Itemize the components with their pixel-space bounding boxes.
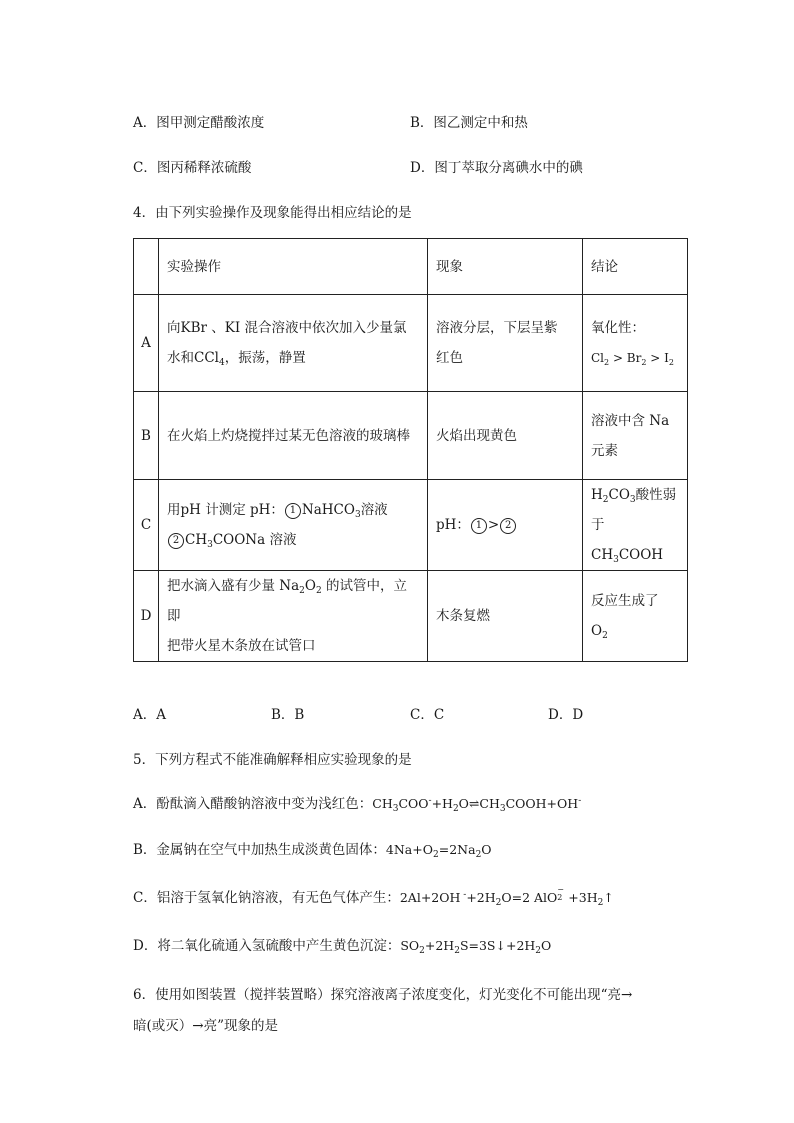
experiment-table <box>133 238 688 662</box>
q3-option-c: C．图丙稀释浓硫酸 <box>133 160 252 176</box>
q4-stem: 4．由下列实验操作及现象能得出相应结论的是 <box>133 205 412 221</box>
q4-answer-c: C．C <box>410 707 445 723</box>
q5-option-a: A．酚酞滴入醋酸钠溶液中变为浅红色：$CH_3COO^-+H_2O\rightleftharpoons CH_3COOH+OH^-$ <box>133 796 582 814</box>
q5-stem: 5．下列方程式不能准确解释相应实验现象的是 <box>133 752 412 768</box>
q5-option-c: C．铝溶于氢氧化钠溶液，有无色气体产生：2Al+2OH $^-+2H_2O=2$ AlO − 2 $+3H_2↑$ <box>133 885 614 908</box>
table-header-row <box>134 239 688 295</box>
operation-line: 向KBr 、KI 混合溶液中依次加入少量氯 <box>167 320 407 336</box>
q3-option-d: D．图丁萃取分离碘水中的碘 <box>410 160 583 176</box>
conclusion-cell: 反应生成了 $O_2$ <box>583 571 688 662</box>
q3-option-a: A．图甲测定醋酸浓度 <box>133 115 265 131</box>
header-operation: 实验操作 <box>159 239 428 295</box>
conclusion-cell: 溶液中含 Na 元素 <box>583 392 688 480</box>
row-label: D <box>134 571 159 662</box>
q5-option-b: B．金属钠在空气中加热生成淡黄色固体：$4Na+O_2=2Na_2O$ <box>133 842 492 860</box>
conclusion-cell: 氧化性： $Cl_2 > Br_2 > I_2$ <box>583 295 688 392</box>
operation-cell: 用pH 计测定 pH： 1 NaHCO$_3$溶液 2 $CH_3COONa$ 溶液 <box>159 480 428 571</box>
q5-option-d: D．将二氧化硫通入氢硫酸中产生黄色沉淀：$SO_2+2H_2S=3S↓+2H_2O$ <box>133 938 552 956</box>
header-phenomenon: 现象 <box>428 239 583 295</box>
phenomenon-cell: 溶液分层，下层呈紫 红色 <box>428 295 583 392</box>
conclusion-cell: $H_2CO_3$酸性弱 于 $CH_3COOH$ <box>583 480 688 571</box>
table-row-a <box>134 295 688 392</box>
q6-stem-line1: 6．使用如图装置（搅拌装置略）探究溶液离子浓度变化，灯光变化不可能出现“亮→ <box>133 987 633 1003</box>
q4-answer-d: D．D <box>548 707 584 723</box>
q4-answer-a: A．A <box>133 707 166 723</box>
table-row-b <box>134 392 688 480</box>
phenomenon-cell: 火焰出现黄色 <box>428 392 583 480</box>
circled-number: 2 <box>168 533 184 549</box>
row-label: B <box>134 392 159 480</box>
phenomenon-cell: pH： 1 > 2 <box>428 480 583 571</box>
row-label: C <box>134 480 159 571</box>
phenomenon-cell: 木条复燃 <box>428 571 583 662</box>
header-blank <box>134 239 159 295</box>
operation-cell: 在火焰上灼烧搅拌过某无色溶液的玻璃棒 <box>159 392 428 480</box>
circled-number: 1 <box>285 503 301 519</box>
oxidation-comparison: $Cl_2 > Br_2 > I_2$ <box>591 351 674 367</box>
circled-number: 2 <box>500 518 516 534</box>
operation-cell <box>159 295 428 392</box>
operation-line: 水和CCl$_4$，振荡，静置 <box>167 350 306 368</box>
q4-answer-b: B．B <box>271 707 305 723</box>
q6-stem-line2: 暗(或灭）→亮”现象的是 <box>133 1018 278 1034</box>
circled-number: 1 <box>471 518 487 534</box>
q3-option-b: B．图乙测定中和热 <box>410 115 528 131</box>
table-row-d <box>134 571 688 662</box>
row-label: A <box>134 295 159 392</box>
table-row-c <box>134 480 688 571</box>
operation-cell: 把水滴入盛有少量 $Na_2O_2$ 的试管中，立即 把带火星木条放在试管口 <box>159 571 428 662</box>
header-conclusion: 结论 <box>583 239 688 295</box>
